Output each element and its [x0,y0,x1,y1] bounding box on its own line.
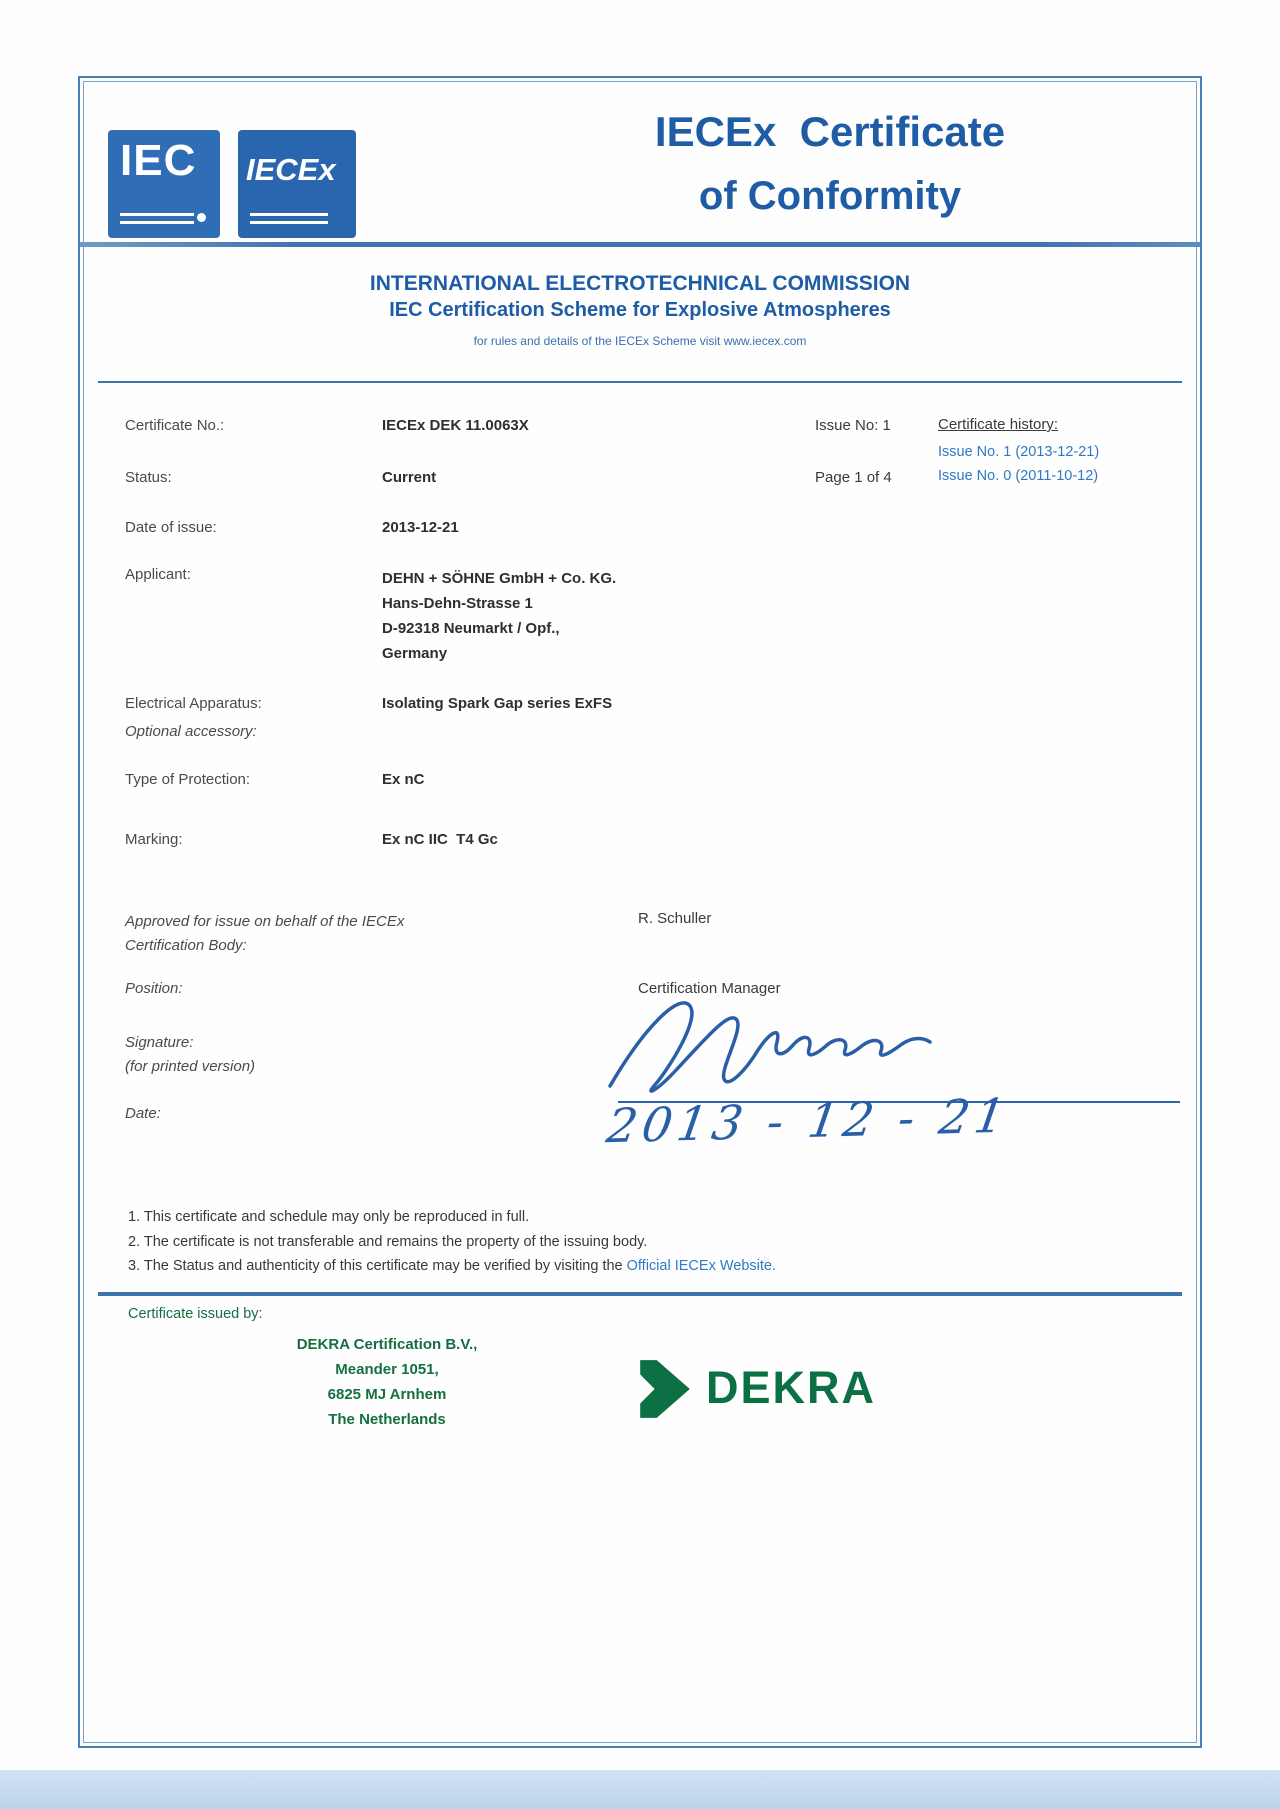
dekra-logo [636,1358,694,1425]
issuer-address [187,1332,587,1432]
issue-no: Issue No: 1 [815,417,891,434]
bottom-scan-strip [0,1770,1280,1809]
iecex-logo-text: IECEx [246,152,336,187]
iec-logo [108,130,220,238]
approved-by-label-line1: Approved for issue on behalf of the IECEx [125,913,405,930]
issuer-country: The Netherlands [328,1411,446,1428]
dekra-wordmark: DEKRA [706,1362,877,1413]
note-3 [128,1254,776,1279]
dekra-arrow-icon [636,1358,694,1420]
note-2: 2. The certificate is not transferable and remains the property of the issuing body. [128,1233,648,1250]
electrical-apparatus-label: Electrical Apparatus: [125,695,262,712]
issuer-name: DEKRA Certification B.V., [296,1336,478,1353]
commission-heading: INTERNATIONAL ELECTROTECHNICAL COMMISSION [369,272,911,295]
certificate-notes [128,1205,776,1279]
type-of-protection-value: Ex nC [382,771,425,788]
applicant-address [382,566,616,666]
status-value: Current [382,469,437,486]
header-rule [80,242,1200,247]
position-value: Certification Manager [638,980,781,997]
issued-by-label: Certificate issued by: [128,1306,263,1322]
applicant-name: DEHN + SÖHNE GmbH + Co. KG. [382,570,617,587]
history-link-issue-0[interactable]: Issue No. 0 (2011-10-12) [938,468,1099,484]
date-of-issue-label: Date of issue: [125,519,217,536]
certificate-no-label: Certificate No.: [125,417,225,434]
status-label: Status: [125,469,172,486]
iec-logo-dot-icon [197,213,206,222]
marking-value: Ex nC IIC T4 Gc [382,831,498,848]
iec-logo-lines-icon [120,208,194,224]
page-title-line1: IECEx Certificate [654,108,1006,155]
applicant-city: D-92318 Neumarkt / Opf., [382,620,560,637]
approved-by-label [125,910,404,958]
signature-label: Signature: [125,1034,194,1051]
position-label: Position: [125,980,183,997]
date-label: Date: [125,1105,161,1122]
certificate-history-label: Certificate history: [938,416,1059,433]
certificate-history-list [938,440,1099,488]
history-link-issue-1[interactable]: Issue No. 1 (2013-12-21) [938,444,1100,460]
scheme-heading: IEC Certification Scheme for Explosive Atmospheres [389,299,891,321]
handwritten-date: 2013 - 12 - 21 [603,1088,1014,1155]
applicant-label: Applicant: [125,566,191,583]
scheme-note: for rules and details of the IECEx Scheme visit www.iecex.com [473,334,807,348]
footer-rule [98,1292,1182,1296]
optional-accessory-label: Optional accessory: [125,723,257,740]
applicant-street: Hans-Dehn-Strasse 1 [382,595,533,612]
signature-note: (for printed version) [125,1058,256,1075]
date-of-issue-value: 2013-12-21 [382,519,459,536]
applicant-country: Germany [382,645,448,662]
marking-label: Marking: [125,831,183,848]
iecex-logo-lines-icon [250,208,328,224]
note-1: 1. This certificate and schedule may only be reproduced in full. [128,1209,530,1225]
signature-image [600,986,940,1104]
iecex-website-link[interactable]: Official IECEx Website. [626,1258,776,1274]
certificate-no-value: IECEx DEK 11.0063X [382,417,529,434]
type-of-protection-label: Type of Protection: [125,771,251,788]
section-rule [98,381,1182,383]
note-3-text: 3. The Status and authenticity of this certificate may be verified by visiting the [128,1258,627,1274]
page-title-line2: of Conformity [698,174,962,218]
issuer-street: Meander 1051, [335,1361,439,1378]
approver-name: R. Schuller [638,910,712,927]
approved-by-label-line2: Certification Body: [125,937,247,954]
iecex-logo [238,130,356,238]
iec-logo-text: IEC [120,136,197,185]
certificate-frame [78,76,1202,1748]
electrical-apparatus-value: Isolating Spark Gap series ExFS [382,695,613,712]
page-indicator: Page 1 of 4 [815,469,892,486]
issuer-city: 6825 MJ Arnhem [327,1386,447,1403]
